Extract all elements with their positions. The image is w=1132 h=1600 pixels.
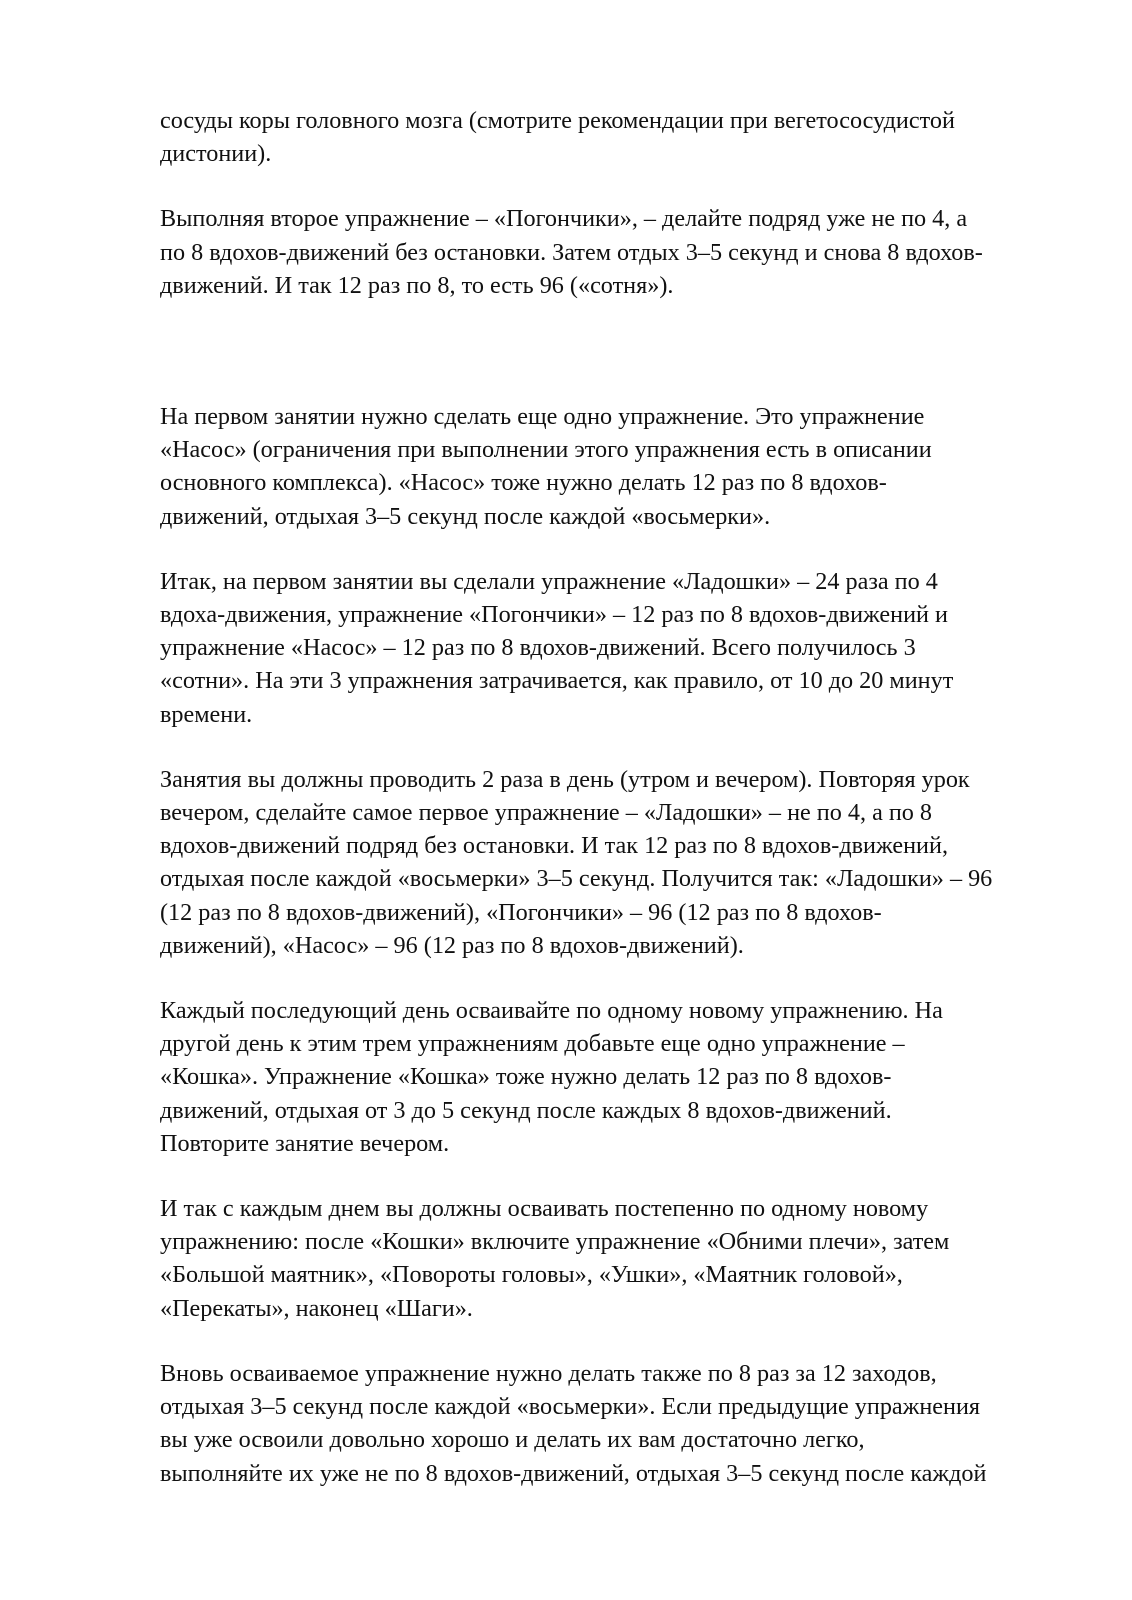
text-line: сосуды коры головного мозга (смотрите рекомендации при вегетососудистой bbox=[160, 107, 955, 134]
paragraph-2 bbox=[160, 202, 1060, 302]
paragraph-8 bbox=[160, 1357, 1060, 1490]
text-line: движений. И так 12 раз по 8, то есть 96 («сотня»). bbox=[160, 271, 674, 299]
text-line: отдыхая после каждой «восьмерки» 3–5 секунд. Получится так: «Ладошки» – 96 bbox=[160, 865, 993, 893]
text-line: вдохов-движений подряд без остановки. И так 12 раз по 8 вдохов-движений, bbox=[160, 832, 948, 860]
paragraph-1 bbox=[160, 104, 1060, 170]
text-line: вы уже освоили довольно хорошо и делать их вам достаточно легко, bbox=[160, 1426, 865, 1454]
text-line: Выполняя второе упражнение – «Погончики», – делайте подряд уже не по 4, а bbox=[160, 205, 968, 233]
text-line: упражнение «Насос» – 12 раз по 8 вдохов-движений. Всего получилось 3 bbox=[160, 634, 916, 662]
text-line: Вновь осваиваемое упражнение нужно делать также по 8 раз за 12 заходов, bbox=[160, 1359, 937, 1387]
text-line: Повторите занятие вечером. bbox=[160, 1129, 450, 1157]
paragraph-4 bbox=[160, 565, 1060, 731]
text-line: И так с каждым днем вы должны осваивать постепенно по одному новому bbox=[160, 1195, 929, 1223]
text-line: движений, отдыхая 3–5 секунд после каждой «восьмерки». bbox=[160, 502, 771, 530]
text-line: движений), «Насос» – 96 (12 раз по 8 вдохов-движений). bbox=[160, 931, 744, 959]
text-line: вдоха-движения, упражнение «Погончики» – 12 раз по 8 вдохов-движений и bbox=[160, 601, 948, 629]
text-line: по 8 вдохов-движений без остановки. Затем отдых 3–5 секунд и снова 8 вдохов- bbox=[160, 238, 983, 266]
text-line: Каждый последующий день осваивайте по одному новому упражнению. На bbox=[160, 997, 943, 1025]
text-line: выполняйте их уже не по 8 вдохов-движений, отдыхая 3–5 секунд после каждой bbox=[160, 1459, 987, 1487]
text-line: основного комплекса). «Насос» тоже нужно делать 12 раз по 8 вдохов- bbox=[160, 469, 887, 497]
paragraph-5 bbox=[160, 763, 1060, 962]
text-line: Итак, на первом занятии вы сделали упражнение «Ладошки» – 24 раза по 4 bbox=[160, 567, 938, 595]
text-line: движений, отдыхая от 3 до 5 секунд после каждых 8 вдохов-движений. bbox=[160, 1096, 892, 1124]
text-line: другой день к этим трем упражнениям добавьте еще одно упражнение – bbox=[160, 1030, 905, 1058]
text-line: дистонии). bbox=[160, 140, 272, 168]
document-page bbox=[160, 104, 1060, 1522]
text-line: «Насос» (ограничения при выполнении этого упражнения есть в описании bbox=[160, 436, 932, 464]
text-line: «Кошка». Упражнение «Кошка» тоже нужно делать 12 раз по 8 вдохов- bbox=[160, 1063, 892, 1091]
text-line: времени. bbox=[160, 700, 253, 728]
paragraph-7 bbox=[160, 1192, 1060, 1325]
text-line: «Большой маятник», «Повороты головы», «Ушки», «Маятник головой», bbox=[160, 1261, 903, 1289]
text-line: отдыхая 3–5 секунд после каждой «восьмерки». Если предыдущие упражнения bbox=[160, 1393, 981, 1421]
text-line: «сотни». На эти 3 упражнения затрачивается, как правило, от 10 до 20 минут bbox=[160, 667, 954, 695]
text-line: вечером, сделайте самое первое упражнение – «Ладошки» – не по 4, а по 8 bbox=[160, 799, 933, 827]
text-line: «Перекаты», наконец «Шаги». bbox=[160, 1294, 473, 1322]
text-line: Занятия вы должны проводить 2 раза в день (утром и вечером). Повторяя урок bbox=[160, 765, 970, 793]
paragraph-3 bbox=[160, 400, 1060, 533]
text-line: упражнению: после «Кошки» включите упражнение «Обними плечи», затем bbox=[160, 1228, 950, 1256]
text-line: (12 раз по 8 вдохов-движений), «Погончики» – 96 (12 раз по 8 вдохов- bbox=[160, 898, 882, 926]
text-line: На первом занятии нужно сделать еще одно упражнение. Это упражнение bbox=[160, 403, 925, 431]
paragraph-6 bbox=[160, 994, 1060, 1160]
